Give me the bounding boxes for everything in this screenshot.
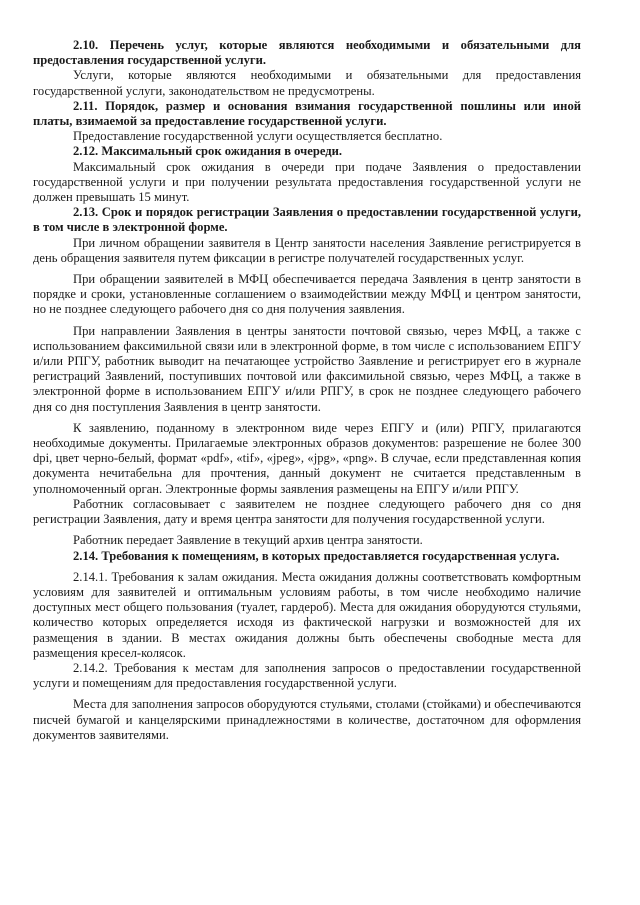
paragraph: Места для заполнения запросов оборудуются стульями, столами (стойками) и обеспечиваются писчей бумагой и канцелярскими принадлежностями в количестве, достаточном для оформления документов заявителями.	[33, 697, 581, 742]
paragraph: Услуги, которые являются необходимыми и обязательными для предоставления государственной услуги, законодательством не предусмотрены.	[33, 68, 581, 98]
paragraph: 2.14.1. Требования к залам ожидания. Места ожидания должны соответствовать комфортным условиям для заявителей и оптимальным условиям работы, в том числе необходимо наличие доступных мест общего пользования (туалет, гардероб). Места для ожидания оборудуются стульями, количество которых определяется исходя из фактической нагрузки и возможностей для их размещения в здании. В местах ожидания должны быть обеспечены свободные места для размещения кресел-колясок.	[33, 569, 581, 660]
paragraph: При личном обращении заявителя в Центр занятости населения Заявление регистрируется в день обращения заявителя путем фиксации в регистре получателей государственных услуг.	[33, 235, 581, 265]
paragraph: Максимальный срок ожидания в очереди при подаче Заявления о предоставлении государственной услуги и при получении результата предоставления государственной услуги не должен превышать 15 минут.	[33, 159, 581, 205]
paragraph: К заявлению, поданному в электронном виде через ЕПГУ и (или) РПГУ, прилагаются необходимые документы. Прилагаемые электронных образов документов: разрешение не более 300 dpi, цвет черно-белый, формат «pdf», «tif», «jpeg», «jpg», «png». В случае, если представленная копия документа нечитабельна для прочтения, данный документ не считается представленным в уполномоченный орган. Электронные формы заявления размещены на ЕПГУ и/или РПГУ.	[33, 420, 581, 496]
paragraph: Предоставление государственной услуги осуществляется бесплатно.	[73, 129, 443, 144]
paragraph: 2.14.2. Требования к местам для заполнения запросов о предоставлении государственной услуги и помещениям для предоставления государственной услуги.	[33, 660, 581, 691]
paragraph: При обращении заявителей в МФЦ обеспечивается передача Заявления в центр занятости в порядке и сроки, установленные соглашением о взаимодействии между МФЦ и центром занятости, но не позднее следующего рабочего дня со дня получения заявления.	[33, 272, 581, 317]
section-heading-2-10: 2.10. Перечень услуг, которые являются необходимыми и обязательными для предоставления государственной услуги.	[33, 38, 581, 68]
document-page	[33, 38, 581, 743]
section-heading-2-13: 2.13. Срок и порядок регистрации Заявления о предоставлении государственной услуги, в том числе в электронной форме.	[33, 205, 581, 235]
section-heading-2-11: 2.11. Порядок, размер и основания взимания государственной пошлины или иной платы, взимаемой за предоставление государственной услуги.	[33, 98, 581, 129]
paragraph: Работник согласовывает с заявителем не позднее следующего рабочего дня со дня регистрации Заявления, дату и время центра занятости для получения государственной услуги.	[33, 496, 581, 527]
section-heading-2-12: 2.12. Максимальный срок ожидания в очереди.	[73, 144, 343, 159]
section-heading-2-14: 2.14. Требования к помещениям, в которых предоставляется государственная услуга.	[73, 548, 560, 563]
paragraph: При направлении Заявления в центры занятости почтовой связью, через МФЦ, а также с использованием факсимильной связи или в электронной форме, в том числе с использованием ЕПГУ и/или РПГУ, работник выводит на печатающее устройство Заявление и регистрирует его в журнале регистраций Заявлений, поступивших почтовой или факсимильной связью, через МФЦ, а также в электронной форме в использованием ЕПГУ и/или РПГУ, в срок не позднее следующего рабочего дня со дня поступления Заявления в центр занятости.	[33, 323, 581, 414]
paragraph: Работник передает Заявление в текущий архив центра занятости.	[73, 533, 423, 548]
